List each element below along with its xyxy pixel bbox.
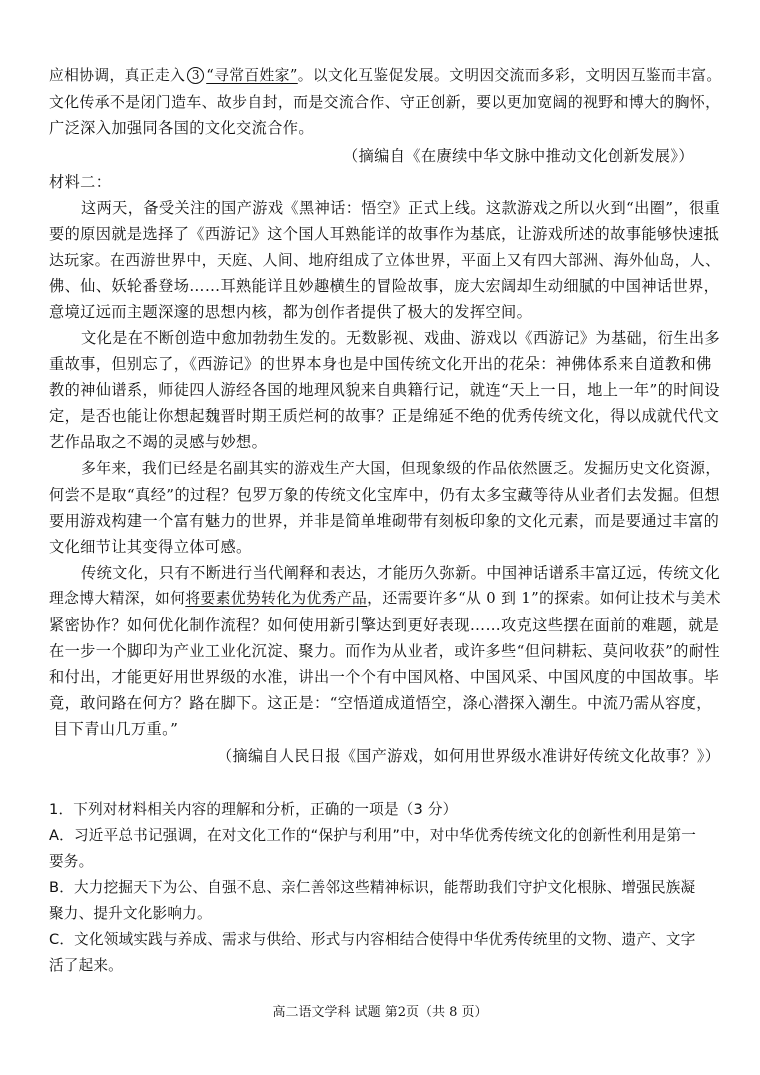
- question-1-stem: 1．下列对材料相关内容的理解和分析，正确的一项是（3 分）: [49, 801, 458, 818]
- paragraph-line: 重故事，但别忘了，《西游记》的世界本身也是中国传统文化开出的花朵：神佛体系来自道教和佛: [49, 355, 712, 373]
- paragraph-line: 意境辽远而主题深邃的思想内核，都为创作者提供了极大的发挥空间。: [49, 303, 533, 321]
- option-a-line-2: 要务。: [49, 853, 94, 870]
- material1-line-3: 广泛深入加强同各国的文化交流合作。: [49, 119, 314, 137]
- text-segment: ，还需要许多“从 0 到 1”的探索。如何让技术与美术: [367, 590, 721, 607]
- paragraph-line: 文化细节让其变得立体可感。: [49, 538, 252, 556]
- text-segment: 应相协调，真正走入: [49, 67, 186, 84]
- paragraph-line: 竟，敢问路在何方？路在脚下。这正是：“空悟道成道悟空，涤心潜探入潮生。中流乃需从容度，: [49, 694, 712, 712]
- material2-source: （摘编自人民日报《国产游戏，如何用世界级水准讲好传统文化故事？》）: [217, 747, 721, 765]
- underlined-phrase: 将要素优势转化为优秀产品: [185, 590, 368, 607]
- paragraph-line: 艺作品取之不竭的灵感与妙想。: [49, 433, 268, 451]
- paragraph-line: 教的神仙谱系，师徒四人游经各国的地理风貌来自典籍行记，就连“天上一日，地上一年”的时间设: [49, 381, 721, 399]
- material1-line-1: [49, 66, 722, 86]
- paragraph-line: 目下青山几万重。”: [53, 720, 179, 738]
- paragraph-line: 定，是否也能让你想起魏晋时期王质烂柯的故事？正是绵延不绝的优秀传统文化，得以成就代代文: [49, 407, 720, 425]
- option-c-line-1: C．文化领域实践与养成、需求与供给、形式与内容相结合使得中华优秀传统里的文物、遗产、文字: [49, 931, 696, 948]
- paragraph-line: 要用游戏构建一个富有魅力的世界，并非是简单堆砌带有刻板印象的文化元素，而是要通过丰富的: [49, 512, 720, 530]
- text-segment: 理念博大精深，如何: [49, 590, 186, 607]
- paragraph-line: 传统文化，只有不断进行当代阐释和表达，才能历久弥新。中国神话谱系丰富辽远，传统文化: [81, 564, 721, 582]
- paragraph-line: 佛、仙、妖轮番登场……耳熟能详且妙趣横生的冒险故事，庞大宏阔却生动细腻的中国神话世界，: [49, 277, 720, 295]
- paragraph-line: 文化是在不断创造中愈加勃勃生发的。无数影视、戏曲、游戏以《西游记》为基础，衍生出多: [81, 329, 721, 347]
- option-c-line-2: 活了起来。: [49, 957, 123, 974]
- paragraph-line: 达玩家。在西游世界中，天庭、人间、地府组成了立体世界，平面上又有四大部洲、海外仙岛，人、: [49, 251, 721, 269]
- paragraph-line: 和付出，才能更好用世界级的水准，讲出一个个有中国风格、中国风采、中国风度的中国故事。毕: [49, 668, 720, 686]
- material1-source: （摘编自《在赓续中华文脉中推动文化创新发展》）: [343, 147, 694, 165]
- material2-heading: 材料二：: [49, 173, 112, 191]
- material1-line-2: 文化传承不是闭门造车、故步自封，而是交流合作、守正创新，要以更加宽阔的视野和博大的胸怀，: [49, 93, 721, 111]
- paragraph-line: 紧密协作？如何优化制作流程？如何使用新引擎达到更好表现……攻克这些摆在面前的难题，就是: [49, 616, 720, 634]
- paragraph-line: 要的原因就是选择了《西游记》这个国人耳熟能详的故事作为基底，让游戏所述的故事能够快速抵: [49, 225, 720, 243]
- paragraph-line: [49, 589, 721, 609]
- underlined-phrase: “寻常百姓家”: [206, 67, 298, 84]
- paragraph-line: 何尝不是取“真经”的过程？包罗万象的传统文化宝库中，仍有太多宝藏等待从业者们去发掘。但想: [49, 486, 721, 504]
- paragraph-line: 这两天，备受关注的国产游戏《黑神话：悟空》正式上线。这款游戏之所以火到“出圈”，很重: [81, 199, 721, 217]
- option-a-line-1: A．习近平总书记强调，在对文化工作的“保护与利用”中，对中华优秀传统文化的创新性利用是第一: [49, 827, 697, 844]
- page-footer: 高二语文学科 试题 第2页（共 8 页）: [272, 1005, 488, 1020]
- option-b-line-1: B．大力挖掘天下为公、自强不息、亲仁善邻这些精神标识，能帮助我们守护文化根脉、增强民族凝: [49, 879, 696, 896]
- paragraph-line: 多年来，我们已经是名副其实的游戏生产大国，但现象级的作品依然匮乏。发掘历史文化资源，: [81, 460, 721, 477]
- circled-number: 3: [187, 67, 204, 84]
- paragraph-line: 在一步一个脚印为产业工业化沉淀、聚力。而作为从业者，或许多些“但问耕耘、莫问收获”的耐性: [49, 642, 721, 660]
- text-segment: 。以文化互鉴促发展。文明因交流而多彩，文明因互鉴而丰富。: [297, 67, 722, 84]
- option-b-line-2: 聚力、提升文化影响力。: [49, 905, 212, 922]
